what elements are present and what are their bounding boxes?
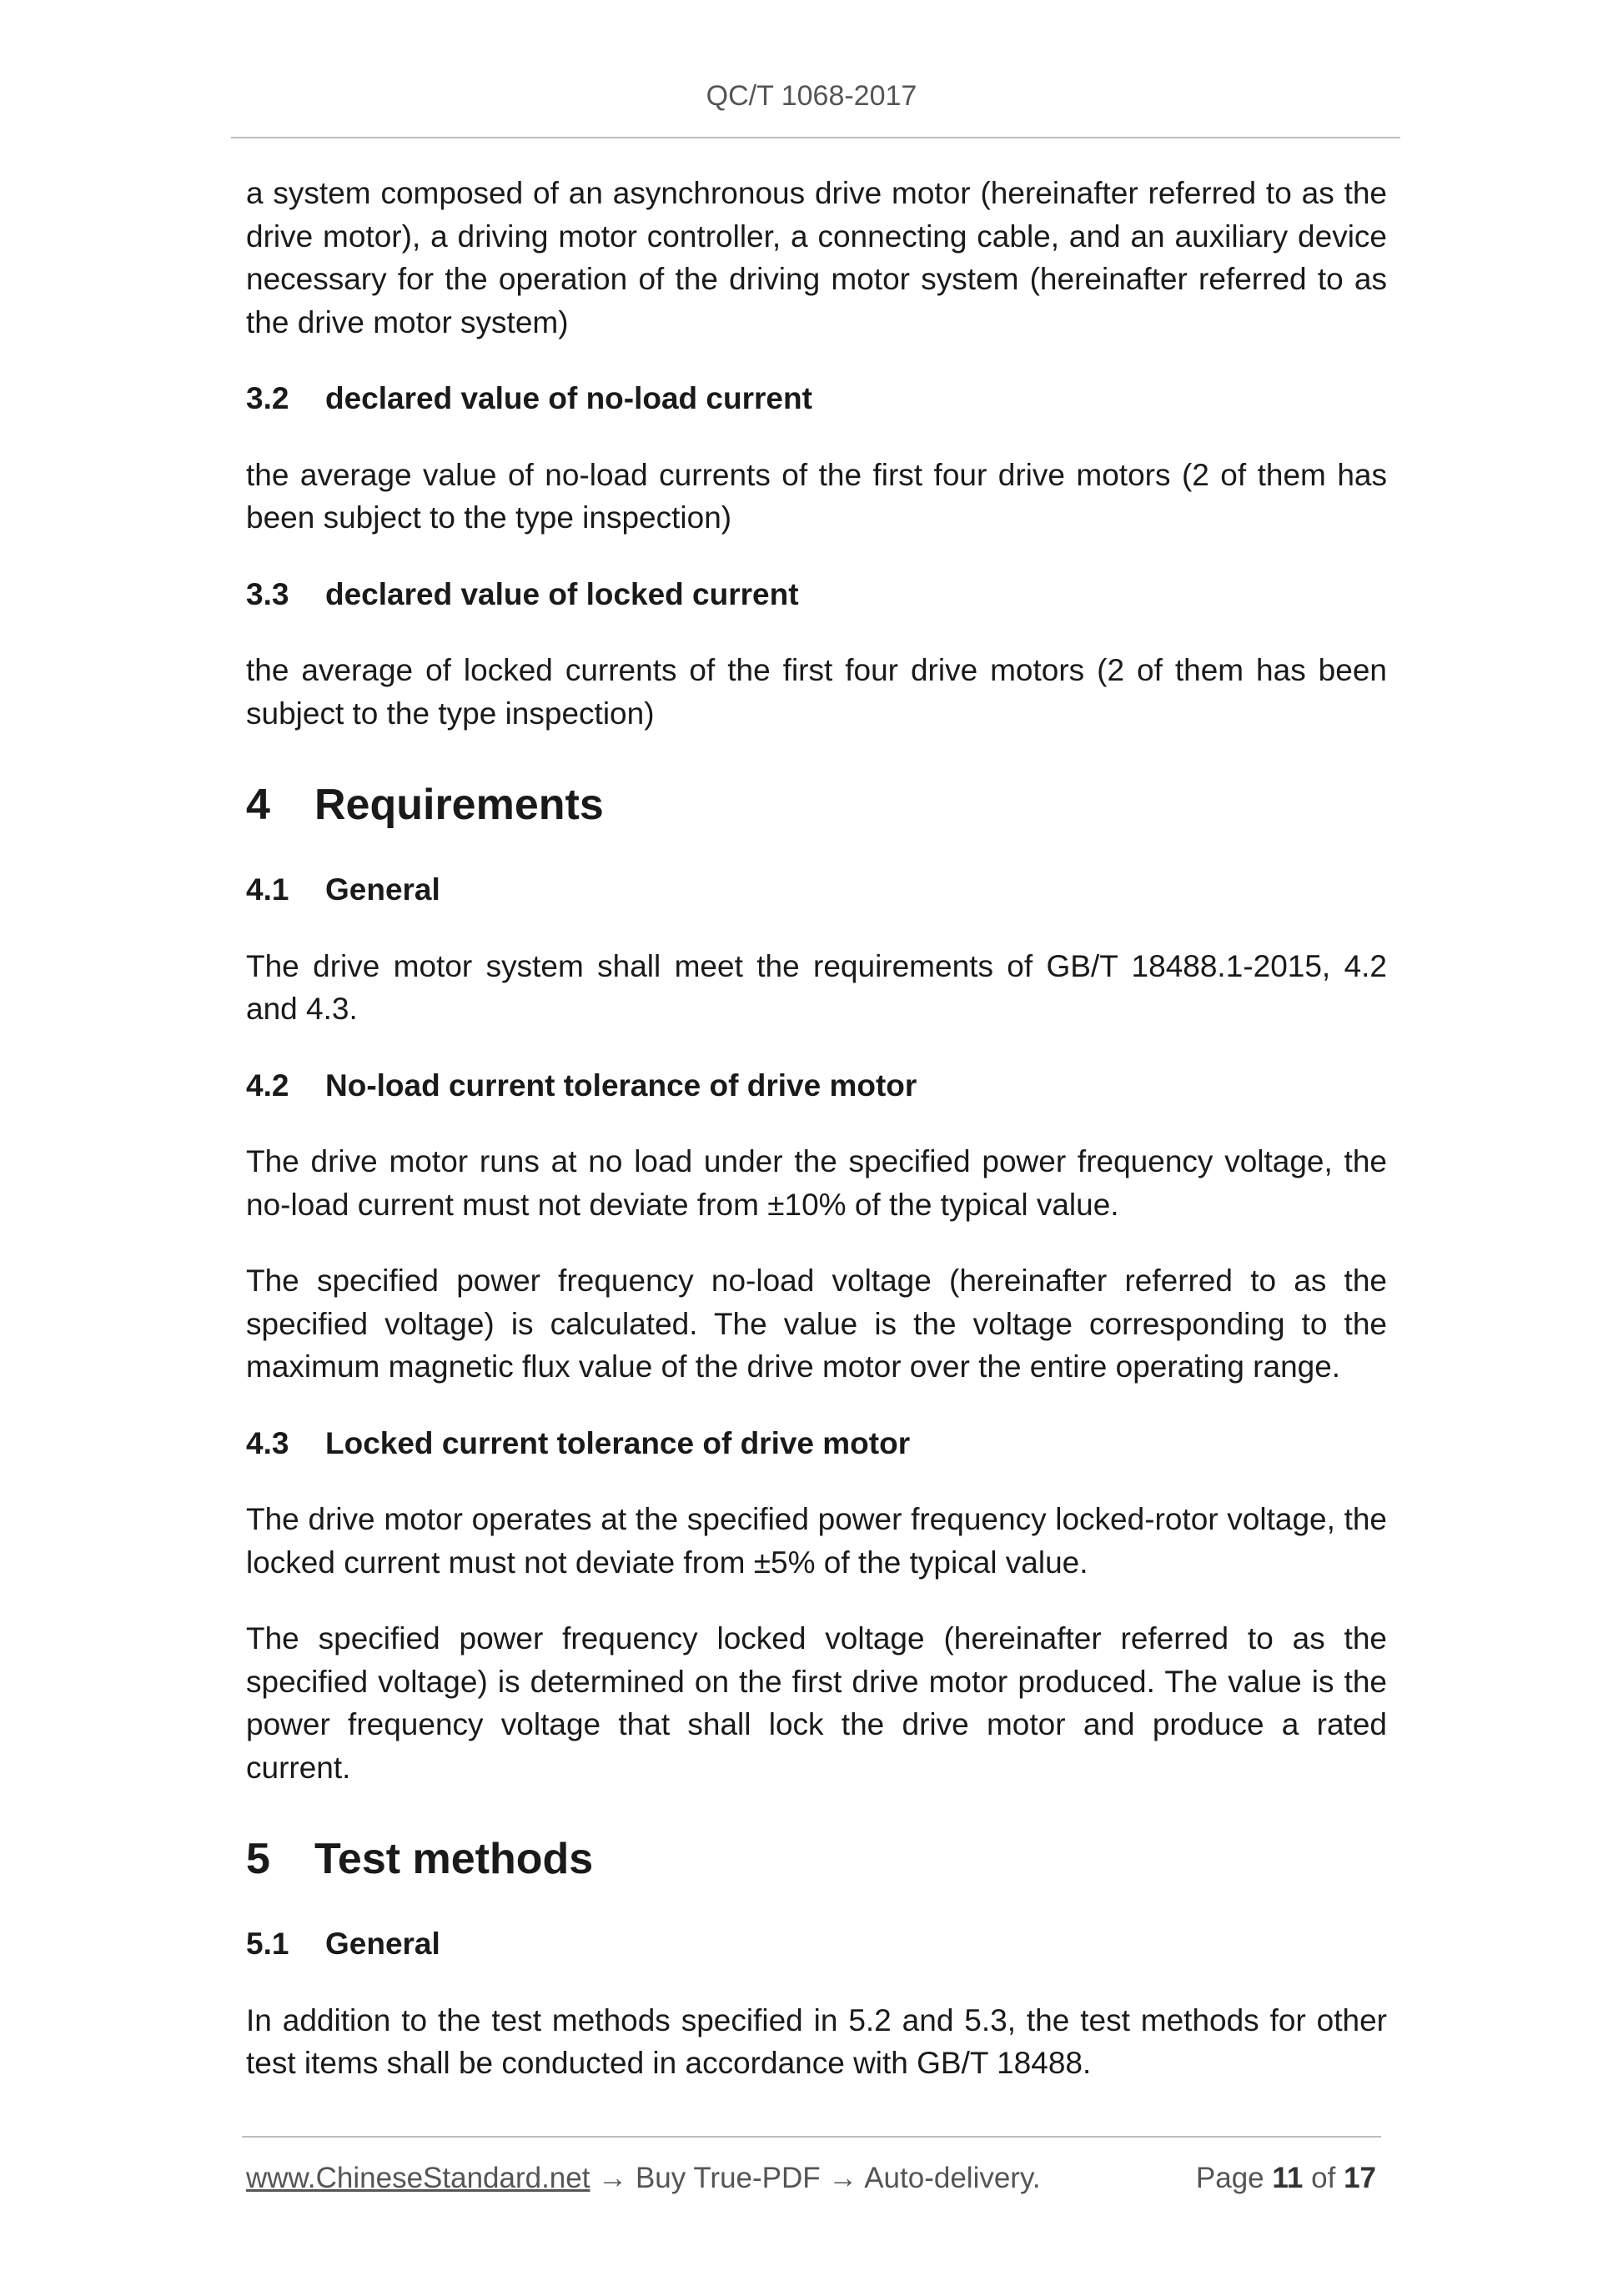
section-3-2-text: the average value of no-load currents of the first four drive motors (2 of them has been subject to the type inspection)	[246, 457, 1387, 535]
arrow-right-icon: →	[828, 2162, 858, 2194]
chapter-4-heading	[246, 778, 1387, 831]
chapter-title: Test methods	[314, 1835, 594, 1883]
section-4-3-text-1: The drive motor operates at the specified power frequency locked-rotor voltage, the locked current must not deviate from ±5% of the typical value.	[246, 1502, 1387, 1580]
footer-divider	[242, 2136, 1381, 2138]
section-title: declared value of no-load current	[325, 381, 812, 415]
section-title: General	[325, 872, 440, 907]
page-label: Page	[1195, 2162, 1264, 2194]
chapter-number: 4	[246, 781, 270, 829]
buy-true-pdf-text: Buy True-PDF	[635, 2162, 821, 2194]
footer-promo	[246, 2158, 1041, 2198]
section-3-2-heading	[246, 377, 1387, 420]
chapter-title: Requirements	[314, 781, 604, 829]
document-body	[246, 172, 1387, 2118]
of-label: of	[1311, 2162, 1336, 2194]
website-link[interactable]: www.ChineseStandard.net	[246, 2162, 590, 2194]
section-number: 3.2	[246, 381, 289, 415]
section-4-1-heading	[246, 868, 1387, 912]
section-number: 4.3	[246, 1425, 289, 1460]
section-4-2-text-1: The drive motor runs at no load under the specified power frequency voltage, the no-load current must not deviate from ±10% of the typical value.	[246, 1144, 1387, 1222]
section-4-2-heading	[246, 1064, 1387, 1108]
page-footer	[246, 2158, 1376, 2198]
page-counter	[1196, 2158, 1376, 2198]
page-number: 11	[1272, 2162, 1304, 2194]
auto-delivery-text: Auto-delivery.	[864, 2162, 1041, 2194]
section-4-3-heading	[246, 1422, 1387, 1465]
section-title: Locked current tolerance of drive motor	[325, 1425, 911, 1460]
arrow-right-icon: →	[598, 2162, 628, 2194]
section-title: declared value of locked current	[325, 576, 799, 611]
section-4-1-text: The drive motor system shall meet the requirements of GB/T 18488.1-2015, 4.2 and 4.3.	[246, 948, 1387, 1026]
section-number: 4.2	[246, 1068, 289, 1103]
section-4-2-text-2: The specified power frequency no-load voltage (hereinafter referred to as the specified voltage) is calculated. The value is the voltage corresponding to the maximum magnetic flux value of the drive motor over the entire operating range.	[246, 1264, 1387, 1384]
page-header-doc-id: QC/T 1068-2017	[706, 80, 917, 112]
section-4-3-text-2: The specified power frequency locked voltage (hereinafter referred to as the specified voltage) is determined on the first drive motor produced. The value is the power frequency voltage that shall lock the drive motor and produce a rated current.	[246, 1621, 1387, 1785]
section-3-3-text: the average of locked currents of the first four drive motors (2 of them has been subject to the type inspection)	[246, 653, 1387, 731]
section-title: General	[325, 1927, 440, 1961]
section-5-1-text: In addition to the test methods specified in 5.2 and 5.3, the test methods for other test items shall be conducted in accordance with GB/T 18488.	[246, 2002, 1387, 2080]
chapter-5-heading	[246, 1832, 1387, 1886]
header-divider	[231, 137, 1400, 138]
section-number: 3.3	[246, 576, 289, 611]
section-5-1-heading	[246, 1922, 1387, 1966]
section-title: No-load current tolerance of drive motor	[325, 1068, 917, 1103]
section-number: 4.1	[246, 872, 289, 907]
section-number: 5.1	[246, 1927, 289, 1961]
intro-paragraph: a system composed of an asynchronous drive motor (hereinafter referred to as the drive motor), a driving motor controller, a connecting cable, and an auxiliary device necessary for the operation of the driving motor system (hereinafter referred to as the drive motor system)	[246, 176, 1387, 339]
chapter-number: 5	[246, 1835, 270, 1883]
page-total: 17	[1344, 2162, 1376, 2194]
section-3-3-heading	[246, 573, 1387, 616]
